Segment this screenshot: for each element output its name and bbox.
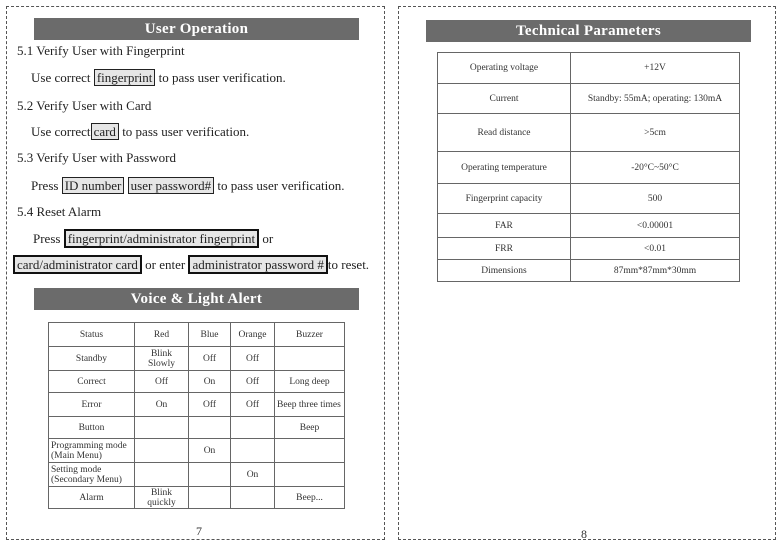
table-row (438, 238, 740, 260)
param-label: Fingerprint capacity (438, 184, 571, 214)
card-admin-box: card/administrator card (13, 255, 142, 274)
table-cell (231, 487, 275, 509)
user-password-box: user password# (128, 177, 215, 194)
table-cell: Standby (49, 347, 135, 371)
s4-mid: or enter (145, 257, 186, 272)
param-label: Operating voltage (438, 53, 571, 84)
table-row (49, 487, 345, 509)
table-cell: On (189, 439, 231, 463)
table-cell: Error (49, 393, 135, 417)
param-label: Operating temperature (438, 152, 571, 184)
table-cell: Beep three times (275, 393, 345, 417)
table-row (438, 53, 740, 84)
s4-post: to reset. (327, 257, 370, 272)
param-label: Dimensions (438, 260, 571, 282)
table-cell: Off (189, 393, 231, 417)
alert-header-cell: Blue (189, 323, 231, 347)
table-cell: Off (231, 393, 275, 417)
section-5-4-line1 (33, 231, 273, 247)
table-cell: Correct (49, 371, 135, 393)
s2-post: to pass user verification. (122, 124, 250, 139)
s4-or: or (262, 231, 274, 246)
table-cell: Beep... (275, 487, 345, 509)
admin-password-box: administrator password # (188, 255, 327, 274)
table-row (438, 184, 740, 214)
table-cell: Alarm (49, 487, 135, 509)
table-cell (135, 417, 189, 439)
table-row (438, 260, 740, 282)
section-5-2-text (31, 124, 249, 140)
param-value: Standby: 55mA; operating: 130mA (571, 84, 740, 114)
table-cell (275, 347, 345, 371)
user-operation-header: User Operation (34, 18, 359, 40)
alert-table (48, 322, 345, 509)
table-cell: Programming mode (Main Menu) (49, 439, 135, 463)
param-value: >5cm (571, 114, 740, 152)
table-row (438, 84, 740, 114)
param-value: -20°C~50°C (571, 152, 740, 184)
technical-parameters-header: Technical Parameters (426, 20, 751, 42)
table-cell (189, 487, 231, 509)
table-cell (135, 439, 189, 463)
alert-header-cell: Orange (231, 323, 275, 347)
table-cell (189, 417, 231, 439)
param-value: <0.01 (571, 238, 740, 260)
table-cell (275, 439, 345, 463)
table-cell: On (189, 371, 231, 393)
section-5-4-title: 5.4 Reset Alarm (17, 204, 102, 219)
table-cell: Beep (275, 417, 345, 439)
parameters-table (437, 52, 740, 282)
table-cell: Button (49, 417, 135, 439)
param-label: Read distance (438, 114, 571, 152)
alert-header-cell: Status (49, 323, 135, 347)
id-number-box: ID number (62, 177, 125, 194)
table-cell: Blink Slowly (135, 347, 189, 371)
section-5-2-title: 5.2 Verify User with Card (17, 98, 152, 113)
table-cell: On (135, 393, 189, 417)
card-box: card (91, 123, 119, 140)
page-number-right: 8 (581, 527, 587, 541)
param-value: <0.00001 (571, 214, 740, 238)
param-value: 87mm*87mm*30mm (571, 260, 740, 282)
fingerprint-box: fingerprint (94, 69, 156, 86)
alert-header-row (49, 323, 345, 347)
fingerprint-admin-box: fingerprint/administrator fingerprint (64, 229, 259, 248)
table-cell: Off (189, 347, 231, 371)
table-cell: Setting mode (Secondary Menu) (49, 463, 135, 487)
table-cell (189, 463, 231, 487)
table-row (438, 114, 740, 152)
table-cell (275, 463, 345, 487)
s3-post: to pass user verification. (217, 178, 345, 193)
section-5-1-text (31, 70, 286, 86)
table-row (49, 417, 345, 439)
table-row (49, 371, 345, 393)
table-cell (135, 463, 189, 487)
table-cell: Blink quickly (135, 487, 189, 509)
table-row (49, 463, 345, 487)
table-cell (231, 439, 275, 463)
s1-post: to pass user verification. (158, 70, 286, 85)
table-cell (231, 417, 275, 439)
s1-pre: Use correct (31, 70, 91, 85)
table-row (438, 214, 740, 238)
section-5-1-title: 5.1 Verify User with Fingerprint (17, 43, 185, 58)
section-5-4-line2 (13, 257, 369, 273)
param-label: Current (438, 84, 571, 114)
s4-pre: Press (33, 231, 61, 246)
table-row (49, 393, 345, 417)
s3-pre: Press (31, 178, 59, 193)
table-row (438, 152, 740, 184)
alert-header-cell: Buzzer (275, 323, 345, 347)
table-cell: Long deep (275, 371, 345, 393)
voice-light-alert-header: Voice & Light Alert (34, 288, 359, 310)
table-cell: Off (135, 371, 189, 393)
section-5-3-title: 5.3 Verify User with Password (17, 150, 176, 165)
table-cell: Off (231, 347, 275, 371)
param-value: 500 (571, 184, 740, 214)
param-label: FRR (438, 238, 571, 260)
alert-header-cell: Red (135, 323, 189, 347)
page-number-left: 7 (196, 524, 202, 538)
section-5-3-text (31, 178, 344, 194)
table-cell: On (231, 463, 275, 487)
table-row (49, 347, 345, 371)
param-value: +12V (571, 53, 740, 84)
table-row (49, 439, 345, 463)
s2-pre: Use correct (31, 124, 91, 139)
table-cell: Off (231, 371, 275, 393)
param-label: FAR (438, 214, 571, 238)
